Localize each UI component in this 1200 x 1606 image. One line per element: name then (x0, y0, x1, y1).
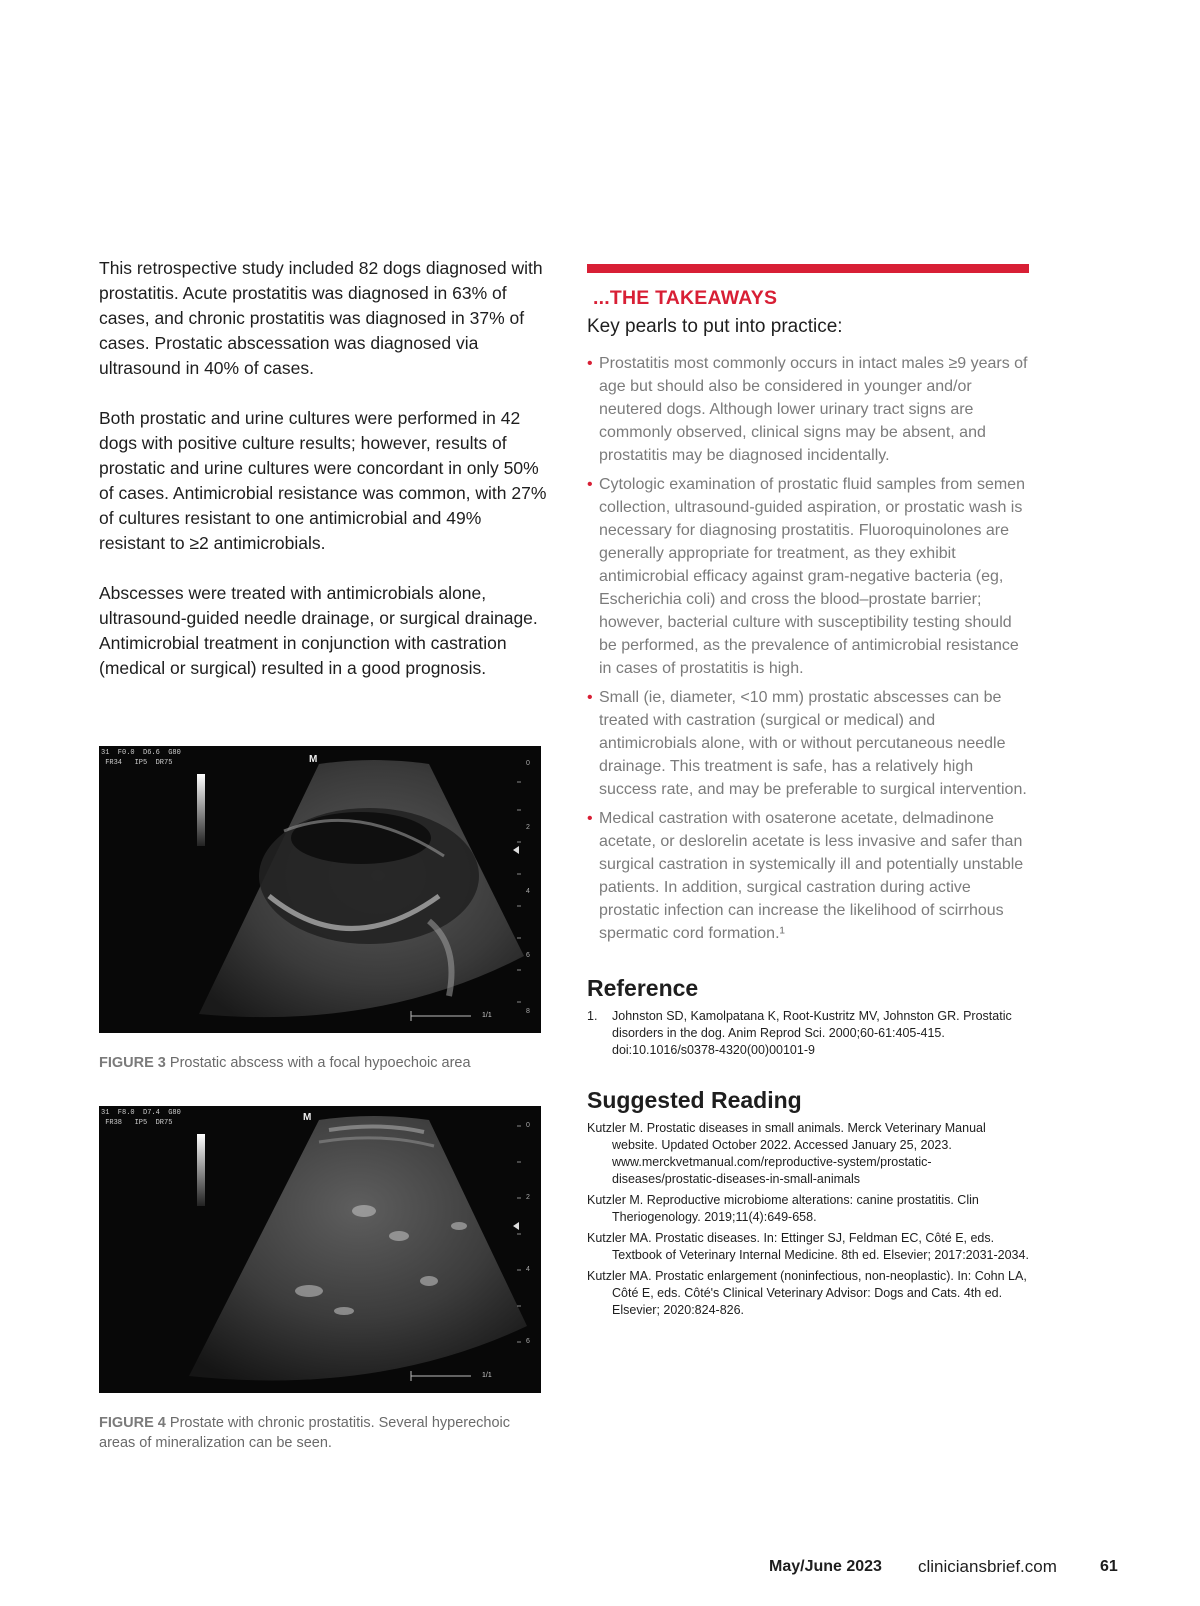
depth-label: 8 (526, 1008, 530, 1015)
frame-counter: 1/1 (482, 1012, 492, 1019)
figure-3 (99, 746, 541, 1073)
caption-text: Prostate with chronic prostatitis. Several hyperechoic areas of mineralization can be seen. (99, 1415, 511, 1451)
page-number: 61 (1100, 1558, 1118, 1575)
paragraph: Abscesses were treated with antimicrobials alone, ultrasound-guided needle drainage, or surgical drainage. Antimicrobial treatment in conjunction with castration (medical or surgical) resulted in a good prognosis. (99, 583, 538, 678)
footer-issue: May/June 2023 (769, 1558, 882, 1575)
paragraph: Both prostatic and urine cultures were performed in 42 dogs with positive culture results; however, results of prostatic and urine cultures were concordant in only 50% of cases. Antimicrobial resistance was common, with 27% of cultures resistant to one antimicrobial and 49% resistant to ≥2 antimicrobials. (99, 408, 547, 553)
reference-text: Johnston SD, Kamolpatana K, Root-Kustritz MV, Johnston GR. Prostatic disorders in the dog. Anim Reprod Sci. 2000;60-61:405-415. doi:10.1016/s0378-4320(00)00101-9 (612, 1009, 1012, 1057)
caption-text: Prostatic abscess with a focal hypoechoic area (169, 1055, 471, 1071)
paragraph: This retrospective study included 82 dogs diagnosed with prostatitis. Acute prostatitis was diagnosed in 63% of cases, and chronic prostatitis was diagnosed in 37% of cases. Prostatic abscessation was diagnosed via ultrasound in 40% of cases. (99, 258, 543, 378)
takeaways-title: ...THE TAKEAWAYS (593, 287, 778, 309)
reading-item: Kutzler MA. Prostatic diseases. In: Ettinger SJ, Feldman EC, Côté E, eds. Textbook of Veterinary Internal Medicine. 8th ed. Elsevier; 2017:2031-2034. (587, 1231, 1029, 1262)
reference-item (587, 1008, 1029, 1059)
reading-item: Kutzler M. Reproductive microbiome alterations: canine prostatitis. Clin Theriogenology. 2019;11(4):649-658. (587, 1193, 979, 1224)
depth-label: 6 (526, 1338, 530, 1345)
takeaways-list (587, 352, 1029, 945)
ultrasound-image-4 (99, 1106, 541, 1393)
reference-title: Reference (587, 975, 699, 1001)
ultrasound-image-3 (99, 746, 541, 1033)
suggested-reading-list (587, 1120, 1029, 1319)
probe-marker: M (309, 754, 318, 765)
list-item (587, 473, 1029, 680)
reference-list (587, 1008, 1029, 1059)
reading-item: Kutzler M. Prostatic diseases in small animals. Merck Veterinary Manual website. Updated October 2022. Accessed January 25, 2023. www.merckvetmanual.com/reproductive-system/prostatic-diseases/prostatic-diseases-in-small-animals (587, 1121, 986, 1186)
list-item (587, 352, 1029, 467)
footer-site: cliniciansbrief.com (918, 1557, 1057, 1576)
bullet-icon: • (587, 810, 593, 827)
reference-number: 1. (587, 1009, 598, 1023)
frame-counter: 1/1 (482, 1372, 492, 1379)
list-item-text: Medical castration with osaterone acetate, delmadinone acetate, or deslorelin acetate is less invasive and safer than surgical castration in systemically ill and potentially unstable patients. In addition, surgical castration during active prostatic infection can increase the likelihood of scirrhous spermatic cord formation.¹ (599, 810, 1024, 942)
sidebar-column (587, 264, 1029, 1323)
figure-4 (99, 1106, 541, 1453)
suggested-reading-section (587, 1087, 1029, 1319)
list-item-text: Small (ie, diameter, <10 mm) prostatic abscesses can be treated with castration (surgical or medical) and antimicrobials alone, with or without percutaneous needle drainage. This treatment is safe, has a relatively high success rate, and may be preferable to surgical intervention. (599, 689, 1027, 798)
depth-label: 2 (526, 824, 530, 831)
ultrasound-settings-overlay: 31 F0.0 D6.6 G80 FR34 IP5 DR75 (101, 749, 181, 767)
bullet-icon: • (587, 689, 593, 706)
figure-label: FIGURE 4 (99, 1415, 166, 1431)
ultrasound-settings-overlay: 31 F8.0 D7.4 G80 FR38 IP5 DR75 (101, 1109, 181, 1127)
bullet-icon: • (587, 355, 593, 372)
body-text-column (99, 256, 551, 706)
takeaways-subtitle: Key pearls to put into practice: (587, 316, 843, 337)
probe-marker: M (303, 1112, 312, 1123)
depth-label: 4 (526, 888, 530, 895)
depth-label: 6 (526, 952, 530, 959)
bullet-icon: • (587, 476, 593, 493)
figure-caption (99, 1053, 541, 1073)
list-item (587, 807, 1029, 945)
depth-label: 2 (526, 1194, 530, 1201)
depth-label: 0 (526, 1122, 530, 1129)
figure-caption (99, 1413, 541, 1453)
list-item-text: Cytologic examination of prostatic fluid samples from semen collection, ultrasound-guided aspiration, or prostatic wash is necessary for diagnosing prostatitis. Fluoroquinolones are generally appropriate for treatment, as they exhibit antimicrobial efficacy against gram-negative bacteria (eg, Escherichia coli) and cross the blood–prostate barrier; however, bacterial culture with susceptibility testing should be performed, as the prevalence of antimicrobial resistance in cases of prostatitis is high. (599, 476, 1025, 677)
depth-label: 4 (526, 1266, 530, 1273)
reference-section (587, 975, 1029, 1059)
section-divider (587, 264, 1029, 273)
list-item (587, 686, 1029, 801)
depth-label: 0 (526, 760, 530, 767)
figure-label: FIGURE 3 (99, 1055, 166, 1071)
reading-item: Kutzler MA. Prostatic enlargement (noninfectious, non-neoplastic). In: Cohn LA, Côté E, eds. Côté's Clinical Veterinary Advisor: Dogs and Cats. 4th ed. Elsevier; 2020:824-826. (587, 1269, 1027, 1317)
list-item-text: Prostatitis most commonly occurs in intact males ≥9 years of age but should also be considered in younger and/or neutered dogs. Although lower urinary tract signs are commonly observed, clinical signs may be absent, and prostatitis may be diagnosed incidentally. (599, 355, 1028, 464)
suggested-reading-title: Suggested Reading (587, 1087, 802, 1113)
